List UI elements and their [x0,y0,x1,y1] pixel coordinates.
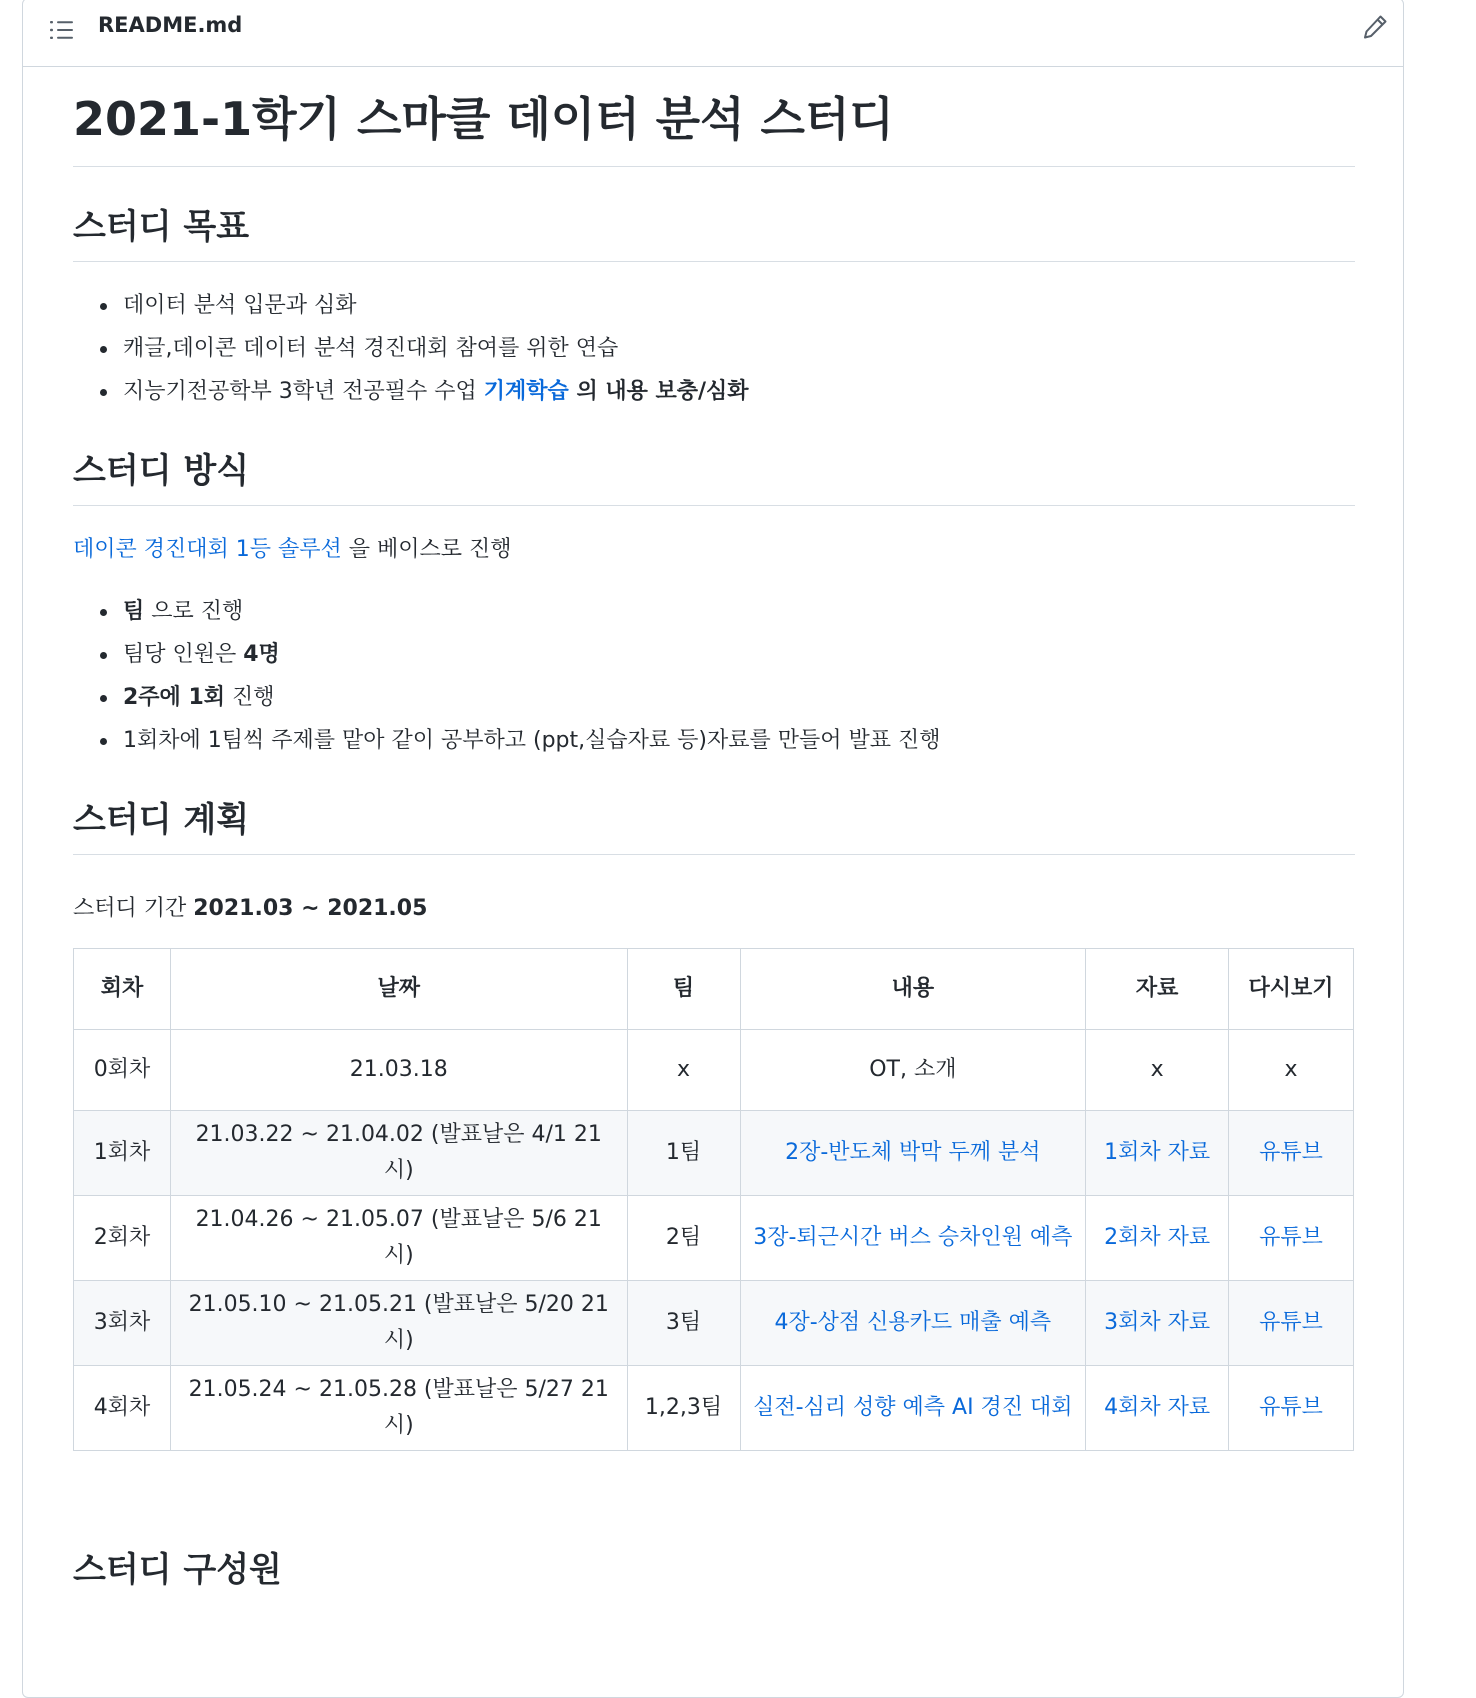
material-cell [1086,1366,1229,1451]
replay-cell [1229,1111,1354,1196]
content-cell [740,1281,1086,1366]
material-link[interactable]: 2회차 자료 [1104,1225,1211,1250]
content-link[interactable]: 실전-심리 성향 예측 AI 경진 대회 [753,1395,1073,1420]
replay-cell [1229,1281,1354,1366]
table-header-row [74,949,1354,1030]
readme-header [23,0,1403,67]
youtube-link[interactable]: 유튜브 [1259,1140,1323,1165]
title-divider [73,166,1355,167]
list-item: 지능기전공학부 3학년 전공필수 수업 기계학습 의 내용 보충/심화 [73,370,749,413]
table-row [74,1030,1354,1111]
date-cell: 21.05.10 ~ 21.05.21 (발표날은 5/20 21시) [170,1281,627,1366]
column-header: 팀 [627,949,740,1030]
team-cell: x [627,1030,740,1111]
replay-cell: x [1229,1030,1354,1111]
team-cell: 2팀 [627,1196,740,1281]
team-cell: 3팀 [627,1281,740,1366]
dacon-solution-link[interactable]: 데이콘 경진대회 1등 솔루션 [73,537,342,562]
list-unordered-icon[interactable] [49,17,75,43]
team-cell: 1팀 [627,1111,740,1196]
replay-cell [1229,1366,1354,1451]
plan-heading: 스터디 계획 [73,800,250,840]
youtube-link[interactable]: 유튜브 [1259,1395,1323,1420]
list-item: 팀당 인원은 4명 [73,633,940,676]
material-cell: x [1086,1030,1229,1111]
date-cell: 21.05.24 ~ 21.05.28 (발표날은 5/27 21시) [170,1366,627,1451]
method-list [73,590,940,762]
material-cell [1086,1111,1229,1196]
round-cell: 2회차 [74,1196,171,1281]
date-cell: 21.03.18 [170,1030,627,1111]
study-plan-table [73,948,1354,1451]
date-cell: 21.04.26 ~ 21.05.07 (발표날은 5/6 21시) [170,1196,627,1281]
material-link[interactable]: 4회차 자료 [1104,1395,1211,1420]
content-cell: OT, 소개 [740,1030,1086,1111]
plan-divider [73,854,1355,855]
table-row [74,1281,1354,1366]
table-row [74,1196,1354,1281]
goals-heading: 스터디 목표 [73,207,250,247]
date-cell: 21.03.22 ~ 21.04.02 (발표날은 4/1 21시) [170,1111,627,1196]
material-cell [1086,1196,1229,1281]
round-cell: 4회차 [74,1366,171,1451]
list-item: 1회차에 1팀씩 주제를 맡아 같이 공부하고 (ppt,실습자료 등)자료를 만들어 발표 진행 [73,719,940,762]
material-link[interactable]: 3회차 자료 [1104,1310,1211,1335]
round-cell: 3회차 [74,1281,171,1366]
youtube-link[interactable]: 유튜브 [1259,1225,1323,1250]
page-title: 2021-1학기 스마클 데이터 분석 스터디 [73,92,894,146]
list-item: 2주에 1회 진행 [73,676,940,719]
column-header: 내용 [740,949,1086,1030]
pencil-icon[interactable] [1361,13,1389,41]
list-item: 팀 으로 진행 [73,590,940,633]
column-header: 다시보기 [1229,949,1354,1030]
team-cell: 1,2,3팀 [627,1366,740,1451]
content-link[interactable]: 4장-상점 신용카드 매출 예측 [774,1310,1052,1335]
material-cell [1086,1281,1229,1366]
content-link[interactable]: 2장-반도체 박막 두께 분석 [785,1140,1041,1165]
material-link[interactable]: 1회차 자료 [1104,1140,1211,1165]
method-heading: 스터디 방식 [73,451,250,491]
method-divider [73,505,1355,506]
readme-container [22,0,1404,1698]
method-intro: 데이콘 경진대회 1등 솔루션 을 베이스로 진행 [73,537,512,562]
round-cell: 1회차 [74,1111,171,1196]
column-header: 날짜 [170,949,627,1030]
readme-filename: README.md [98,13,243,37]
column-header: 자료 [1086,949,1229,1030]
round-cell: 0회차 [74,1030,171,1111]
content-cell [740,1196,1086,1281]
list-item: 캐글,데이콘 데이터 분석 경진대회 참여를 위한 연습 [73,327,749,370]
goals-list [73,284,749,413]
goals-divider [73,261,1355,262]
members-heading: 스터디 구성원 [73,1550,282,1590]
study-period: 스터디 기간 2021.03 ~ 2021.05 [73,896,428,921]
content-cell [740,1366,1086,1451]
list-item: 데이터 분석 입문과 심화 [73,284,749,327]
table-row [74,1111,1354,1196]
content-cell [740,1111,1086,1196]
replay-cell [1229,1196,1354,1281]
table-row [74,1366,1354,1451]
content-link[interactable]: 3장-퇴근시간 버스 승차인원 예측 [753,1225,1073,1250]
column-header: 회차 [74,949,171,1030]
youtube-link[interactable]: 유튜브 [1259,1310,1323,1335]
machine-learning-link[interactable]: 기계학습 [483,379,569,404]
